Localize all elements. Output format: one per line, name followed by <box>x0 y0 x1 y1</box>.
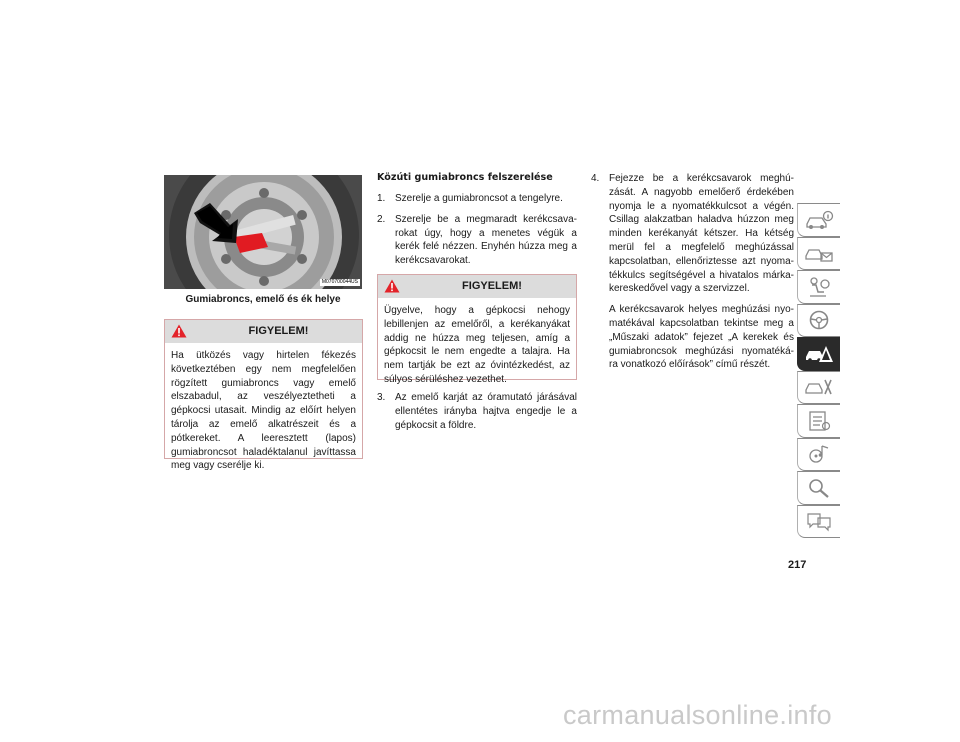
steps-list <box>377 192 577 268</box>
steering-wheel-icon <box>804 309 834 331</box>
tab-seat-airbag[interactable] <box>797 270 840 304</box>
steps-list <box>591 172 794 372</box>
warning-triangle-icon <box>384 279 400 293</box>
spec-list-icon <box>804 410 834 432</box>
car-tools-icon <box>804 376 834 398</box>
step-number: 3. <box>377 392 386 403</box>
section-heading: Közúti gumiabroncs felszerelése <box>377 172 553 183</box>
tab-car-info[interactable] <box>797 203 840 237</box>
spare-tire-photo <box>164 175 362 289</box>
watermark: carmanualsonline.info <box>563 700 832 730</box>
tab-roadside-warning[interactable] <box>797 337 840 371</box>
step-text: Szerelje a gumiabroncsot a tengelyre. <box>395 193 563 204</box>
seat-airbag-icon <box>804 276 834 298</box>
tab-steering-wheel[interactable] <box>797 304 840 338</box>
page-number: 217 <box>788 559 807 571</box>
tab-language[interactable] <box>797 505 840 539</box>
warning-text: Ügyelve, hogy a gépkocsi nehogy lebillenjen az emelőről, a kerékanyákat addig ne húzza meg teljesen, amíg a gépkocsit le nem engedte a talajra. Ha nem tartják be ezt az óvintézkedést, az súlyos sérüléshez vezethet. <box>384 305 570 385</box>
chapter-tabs <box>797 203 840 538</box>
step-item <box>377 391 577 432</box>
step-number: 4. <box>591 173 600 184</box>
step-item <box>591 172 794 296</box>
spare-tire-illustration <box>164 175 362 289</box>
language-icon <box>804 510 834 532</box>
step-item <box>377 213 577 268</box>
torque-reference-paragraph: A kerékcsavarok helyes meghúzási nyo- matékával kapcsolatban tekintse meg a „Műszaki adatok” fejezet „A kerekek és gumiabroncsok meghúzási nyomatéká- ra vonatkozó előírások” című részét. <box>609 304 794 371</box>
roadside-warning-icon <box>804 343 834 365</box>
tab-media[interactable] <box>797 438 840 472</box>
step-item <box>377 192 577 206</box>
tab-spec-list[interactable] <box>797 404 840 438</box>
tab-car-mail[interactable] <box>797 237 840 271</box>
figure-code: M070700044US <box>321 279 358 285</box>
car-info-icon <box>804 209 834 231</box>
step-text: Az emelő karját az óramutató járásával ellentétes irányba hajtva engedje le a gépkocsit a földre. <box>395 392 577 431</box>
warning-title: FIGYELEM! <box>248 325 309 337</box>
tab-car-tools[interactable] <box>797 371 840 405</box>
warning-box-middle <box>377 274 577 385</box>
warning-header <box>378 275 576 298</box>
warning-title: FIGYELEM! <box>462 280 522 292</box>
magnifier-icon <box>804 477 834 499</box>
step-number: 2. <box>377 213 386 225</box>
warning-box-left <box>164 319 363 472</box>
step-text: Fejezze be a kerékcsavarok meghú- zását. A nagyobb emelőerő érdekében nyomja le a nyomatékkulcsot a végén. Csillag alakzatban haladva húzzon meg minden kerékanyát kétszer. Ha kétség merül fel a megfelelő meghúzással kapcsolatban, ellenőriztesse azt nyoma- tékkulcs segítségével a hivatalos márka- kereskedővel vagy a szervizzel. <box>609 173 794 295</box>
warning-triangle-icon <box>171 324 187 338</box>
warning-header <box>165 320 362 343</box>
step-number: 1. <box>377 193 386 204</box>
step-text: Szerelje be a megmaradt kerékcsava- rokat úgy, hogy a menetes végük a kerék felé nézzen. Enyhén húzza meg a kerékcsavarokat. <box>395 213 577 267</box>
steps-list <box>377 391 577 432</box>
tab-magnifier[interactable] <box>797 471 840 505</box>
warning-text: Ha ütközés vagy hirtelen fékezés következtében egy nem megfelelően rögzített gumiabroncs vagy emelő elszabadul, az veszélyeztetheti a gépkocsi utasait. Mindig az előírt helyen tárolja az emelő alkatrészeit és a pótkereket. A leeresztett (lapos) gumiabroncsot haladéktalanul javíttassa meg vagy cserélje ki. <box>171 350 356 472</box>
car-mail-icon <box>804 242 834 264</box>
figure-caption: Gumiabroncs, emelő és ék helye <box>185 294 341 305</box>
media-icon <box>804 443 834 465</box>
